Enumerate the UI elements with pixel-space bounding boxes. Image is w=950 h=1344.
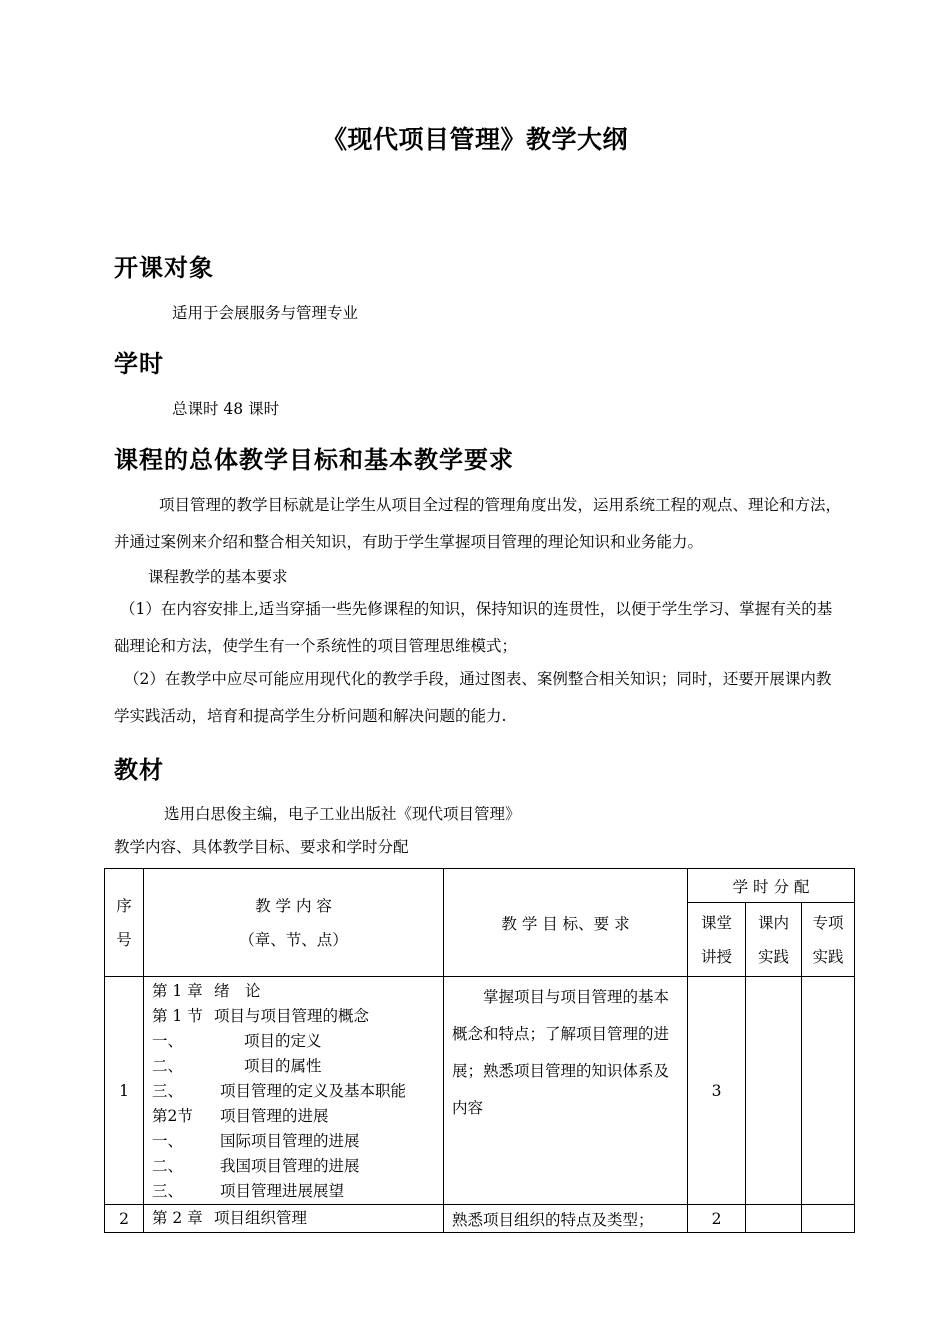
header-row-1 bbox=[105, 869, 855, 903]
row-lecture-hours: 3 bbox=[688, 977, 746, 1205]
content-line: 三、 项目管理进展展望 bbox=[152, 1182, 345, 1200]
row-goal: 掌握项目与项目管理的基本概念和特点；了解项目管理的进展；熟悉项目管理的知识体系及内容 bbox=[444, 977, 688, 1205]
content-line: 第 1 章 绪 论 bbox=[152, 982, 261, 1000]
content-line: 第 1 节 项目与项目管理的概念 bbox=[152, 1007, 370, 1025]
header-hours: 学 时 分 配 bbox=[688, 869, 855, 903]
table-caption: 教学内容、具体教学目标、要求和学时分配 bbox=[114, 838, 409, 856]
header-practice: 课内 实践 bbox=[746, 903, 802, 977]
heading-hours: 学时 bbox=[114, 350, 164, 378]
content-line: 一、 国际项目管理的进展 bbox=[152, 1132, 360, 1150]
syllabus-table bbox=[104, 868, 855, 1233]
heading-textbook: 教材 bbox=[114, 756, 164, 784]
content-line: 三、 项目管理的定义及基本职能 bbox=[152, 1082, 407, 1100]
heading-goals: 课程的总体教学目标和基本教学要求 bbox=[114, 446, 514, 474]
content-line: 二、 项目的属性 bbox=[152, 1057, 322, 1075]
row-content bbox=[144, 1205, 444, 1233]
content-line: 第 2 章 项目组织管理 bbox=[152, 1209, 308, 1227]
document-title: 《现代项目管理》教学大纲 bbox=[321, 125, 628, 154]
goals-paragraph: 项目管理的教学目标就是让学生从项目全过程的管理角度出发，运用系统工程的观点、理论和方法，并通过案例来介绍和整合相关知识，有助于学生掌握项目管理的理论知识和业务能力。 bbox=[114, 496, 842, 551]
audience-text: 适用于会展服务与管理专业 bbox=[172, 304, 359, 322]
requirement-2: （2）在教学中应尽可能应用现代化的教学手段，通过图表、案例整合相关知识；同时，还要开展课内教学实践活动，培育和提高学生分析问题和解决问题的能力. bbox=[114, 670, 832, 725]
row-lecture-hours: 2 bbox=[688, 1205, 746, 1233]
content-line: 一、 项目的定义 bbox=[152, 1032, 322, 1050]
heading-audience: 开课对象 bbox=[114, 254, 214, 282]
row-special-hours bbox=[802, 977, 855, 1205]
header-content: 教 学 内 容 （章、节、点） bbox=[144, 869, 444, 977]
header-goal: 教 学 目 标、要 求 bbox=[444, 869, 688, 977]
header-lecture: 课堂 讲授 bbox=[688, 903, 746, 977]
row-content bbox=[144, 977, 444, 1205]
row-practice-hours bbox=[746, 1205, 802, 1233]
row-special-hours bbox=[802, 1205, 855, 1233]
textbook-text: 选用白思俊主编，电子工业出版社《现代项目管理》 bbox=[164, 805, 521, 823]
table-row bbox=[105, 977, 855, 1205]
table-row bbox=[105, 1205, 855, 1233]
requirement-1: （1）在内容安排上,适当穿插一些先修课程的知识，保持知识的连贯性，以便于学生学习、掌握有关的基础理论和方法，使学生有一个系统性的项目管理思维模式； bbox=[114, 600, 833, 655]
requirements-subheading: 课程教学的基本要求 bbox=[148, 568, 288, 586]
hours-text: 总课时 48 课时 bbox=[172, 400, 280, 418]
header-seq: 序 号 bbox=[105, 869, 144, 977]
header-special: 专项 实践 bbox=[802, 903, 855, 977]
row-goal: 熟悉项目组织的特点及类型； bbox=[444, 1205, 688, 1233]
content-line: 第2节 项目管理的进展 bbox=[152, 1107, 329, 1125]
row-seq: 2 bbox=[105, 1205, 144, 1233]
row-practice-hours bbox=[746, 977, 802, 1205]
row-seq: 1 bbox=[105, 977, 144, 1205]
content-line: 二、 我国项目管理的进展 bbox=[152, 1157, 360, 1175]
